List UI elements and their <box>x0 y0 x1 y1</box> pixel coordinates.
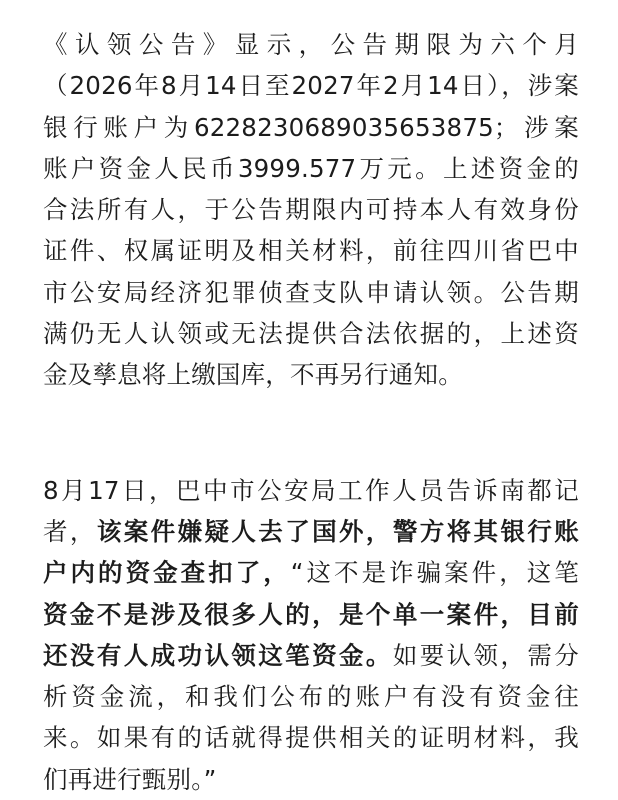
text-line: 来。如果有的话就得提供相关的证明材料，我 <box>43 723 579 753</box>
text-line: 银行账户为6228230689035653875；涉案 <box>43 112 579 142</box>
text-line <box>43 511 579 552</box>
text-line: 合法所有人，于公告期限内可持本人有效身份 <box>43 195 579 225</box>
text-line: 《认领公告》显示，公告期限为六个月 <box>43 30 579 59</box>
text-line: 满仍无人认领或无法提供合法依据的，上述资 <box>43 319 579 349</box>
text-line: 8月17日，巴中市公安局工作人员告诉南都记 <box>43 475 579 505</box>
text-line: 金及孳息将上缴国库，不再另行通知。 <box>43 360 463 390</box>
paragraph-police-statement <box>43 470 579 800</box>
text-line <box>43 635 579 676</box>
text-line: 市公安局经济犯罪侦查支队申请认领。公告期 <box>43 277 579 307</box>
article-body <box>43 24 579 800</box>
text-line <box>43 594 579 635</box>
bold-text: 该案件嫌疑人去了国外，警方将其银行账 <box>96 516 579 546</box>
text-line: （2026年8月14日至2027年2月14日），涉案 <box>43 71 579 101</box>
text-line <box>43 552 579 593</box>
paragraph-announcement <box>43 24 579 396</box>
paragraph-spacer <box>43 396 579 470</box>
bold-text: 户内的资金查扣了， <box>43 558 291 588</box>
text-line: 账户资金人民币3999.577万元。上述资金的 <box>43 153 579 183</box>
bold-text: 资金不是涉及很多人的，是个单一案件，目前 <box>43 599 579 629</box>
text-line: 析资金流，和我们公布的账户有没有资金往 <box>43 682 579 712</box>
text-line: 证件、权属证明及相关材料，前往四川省巴中 <box>43 236 579 266</box>
plain-text: 如要认领，需分 <box>392 640 579 670</box>
text-line: 们再进行甄别。” <box>43 764 217 794</box>
bold-text: 还没有人成功认领这笔资金。 <box>43 640 393 670</box>
plain-text: 者， <box>43 516 97 546</box>
quote-text: “这不是诈骗案件，这笔 <box>290 558 579 588</box>
